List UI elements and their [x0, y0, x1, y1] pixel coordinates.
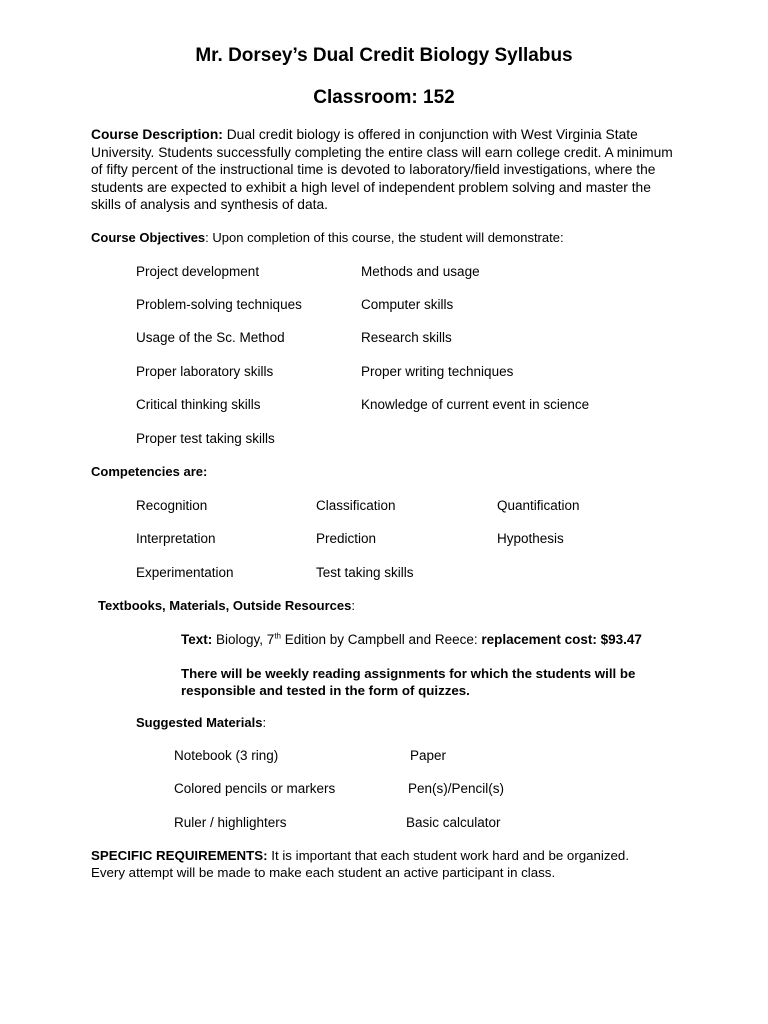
classroom-heading: Classroom: 152 — [313, 87, 455, 108]
reading-assignments-note: There will be weekly reading assignments for which the students will be responsible and tested in the form of quizzes. — [181, 666, 636, 698]
material-item: Basic calculator — [406, 815, 501, 830]
page-title: Mr. Dorsey’s Dual Credit Biology Syllabus — [195, 45, 573, 66]
textbook-edition-sup: th — [274, 631, 281, 641]
competency-item: Quantification — [497, 498, 580, 513]
course-description — [91, 126, 676, 214]
competency-item: Recognition — [136, 498, 208, 513]
textbook-title-b: Edition by Campbell and Reece: — [280, 632, 482, 647]
textbooks-heading — [98, 598, 355, 613]
objective-item: Knowledge of current event in science — [361, 397, 590, 412]
material-item: Notebook (3 ring) — [174, 748, 279, 763]
textbooks-label: Textbooks, Materials, Outside Resources — [98, 598, 352, 613]
course-description-text: Dual credit biology is offered in conjunction with West Virginia State University. Students successfully completing the entire class will earn college credit. A minimum of fifty percent of the instructional time is devoted to laboratory/field investigations, where the students are expected to exhibit a high level of independent problem solving and master the skills of analysis and synthesis of data. — [91, 127, 673, 212]
material-item: Colored pencils or markers — [174, 781, 336, 796]
material-item: Paper — [410, 748, 447, 763]
suggested-materials-label: Suggested Materials — [136, 715, 263, 730]
objective-item: Proper laboratory skills — [136, 364, 274, 379]
course-description-label: Course Description: — [91, 127, 223, 142]
competency-item: Test taking skills — [316, 565, 414, 580]
specific-requirements-label: SPECIFIC REQUIREMENTS: — [91, 848, 268, 863]
competency-item: Classification — [316, 498, 396, 513]
objective-item: Usage of the Sc. Method — [136, 330, 285, 345]
course-objectives — [91, 230, 564, 245]
textbooks-colon: : — [351, 598, 355, 613]
suggested-materials-colon: : — [262, 715, 267, 730]
objective-item: Problem-solving techniques — [136, 297, 302, 312]
objective-item: Proper writing techniques — [361, 364, 514, 379]
course-objectives-label: Course Objectives — [91, 230, 206, 245]
text-label: Text: — [181, 632, 213, 647]
objective-item: Computer skills — [361, 297, 454, 312]
course-objectives-text: : Upon completion of this course, the student will demonstrate: — [205, 230, 564, 245]
objective-item: Project development — [136, 264, 260, 279]
competency-item: Interpretation — [136, 531, 216, 546]
objective-item: Proper test taking skills — [136, 431, 275, 446]
specific-requirements-text: It is important that each student work hard and be organized. Every attempt will be made to make each student an active participant in class. — [91, 848, 630, 880]
objective-item: Methods and usage — [361, 264, 480, 279]
competencies-label: Competencies are: — [91, 464, 208, 479]
competency-item: Prediction — [316, 531, 377, 546]
suggested-materials-heading — [136, 715, 266, 730]
textbook-line — [181, 632, 642, 647]
competency-item: Experimentation — [136, 565, 234, 580]
objective-item: Research skills — [361, 330, 452, 345]
competency-item: Hypothesis — [497, 531, 564, 546]
textbook-title-a: Biology, 7 — [212, 632, 275, 647]
replacement-cost: replacement cost: $93.47 — [481, 632, 642, 647]
material-item: Pen(s)/Pencil(s) — [408, 781, 505, 796]
objective-item: Critical thinking skills — [136, 397, 261, 412]
specific-requirements — [91, 848, 661, 881]
material-item: Ruler / highlighters — [174, 815, 287, 830]
